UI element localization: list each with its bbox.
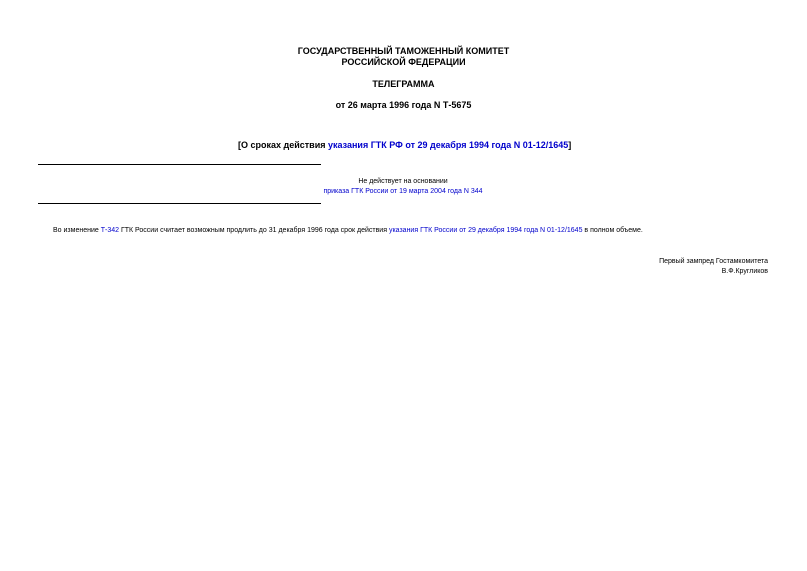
- body-text-2: ГТК России считает возможным продлить до 31 декабря 1996 года срок действия: [119, 227, 389, 234]
- divider-top: [38, 164, 321, 165]
- signature-position: Первый зампред Гостамкомитета: [659, 258, 768, 265]
- document-type: ТЕЛЕГРАММА: [372, 79, 435, 89]
- body-text-1: Во изменение: [53, 227, 101, 234]
- subject-prefix: О сроках действия: [241, 140, 328, 150]
- body-paragraph: [53, 227, 643, 234]
- status-notice-link[interactable]: приказа ГТК России от 19 марта 2004 года N 344: [323, 188, 483, 195]
- status-notice-link-wrap: [321, 188, 485, 195]
- body-link-t342[interactable]: Т-342: [100, 227, 120, 234]
- status-notice-text: Не действует на основании: [358, 178, 448, 185]
- document-date: от 26 марта 1996 года N Т-5675: [335, 100, 472, 110]
- subject-link[interactable]: указания ГТК РФ от 29 декабря 1994 года N 01-12/1645: [328, 140, 569, 150]
- org-name-line2: РОССИЙСКОЙ ФЕДЕРАЦИИ: [341, 57, 466, 67]
- signature-name: В.Ф.Кругликов: [721, 268, 768, 275]
- org-name-line1: ГОСУДАРСТВЕННЫЙ ТАМОЖЕННЫЙ КОМИТЕТ: [297, 46, 510, 56]
- divider-bottom: [38, 203, 321, 204]
- body-text-3: в полном объеме.: [582, 227, 643, 234]
- body-link-instruction[interactable]: указания ГТК России от 29 декабря 1994 года N 01-12/1645: [388, 227, 583, 234]
- subject-close-bracket: ]: [568, 140, 572, 150]
- subject-open-bracket: [: [238, 140, 241, 150]
- document-subject: [238, 140, 571, 150]
